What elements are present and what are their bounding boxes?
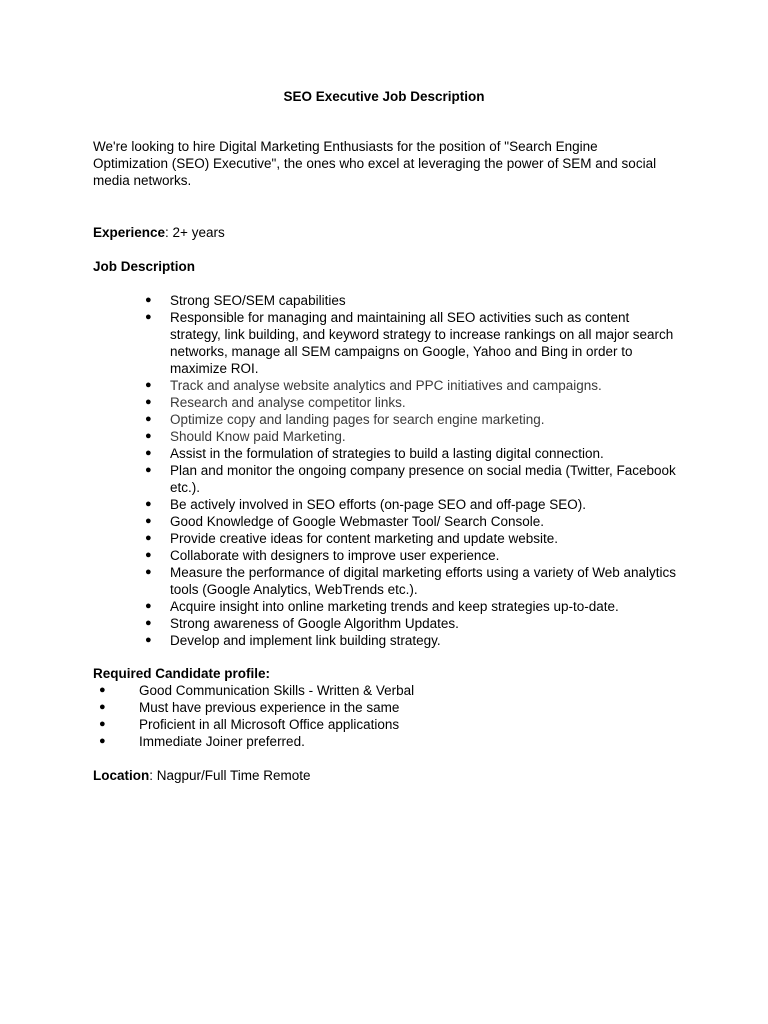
list-item: ● Acquire insight into online marketing trends and keep strategies up-to-date. <box>145 599 619 614</box>
list-item: ● Responsible for managing and maintaining all SEO activities such as content strategy, link building, and keyword strategy to increase rankings on all major search networks, manage all SEM campaigns on Google, Yahoo and Bing in order to maximize ROI. <box>145 310 674 376</box>
list-item: ● Assist in the formulation of strategies to build a lasting digital connection. <box>145 446 604 461</box>
bullet-icon: ● <box>145 566 152 578</box>
experience-line <box>93 224 225 241</box>
bullet-icon: ● <box>99 701 106 713</box>
list-item: ● Good Communication Skills - Written & Verbal <box>99 683 415 698</box>
list-item: ● Track and analyse website analytics and PPC initiatives and campaigns. <box>145 378 602 393</box>
bullet-icon: ● <box>145 379 152 391</box>
list-item: ● Measure the performance of digital marketing efforts using a variety of Web analytics tools (Google Analytics, WebTrends etc.). <box>145 565 676 597</box>
list-item: ● Plan and monitor the ongoing company presence on social media (Twitter, Facebook etc.). <box>145 463 676 495</box>
bullet-icon: ● <box>145 600 152 612</box>
bullet-icon: ● <box>99 735 106 747</box>
location-label: Location <box>93 768 150 783</box>
bullet-icon: ● <box>145 464 152 476</box>
bullet-icon: ● <box>145 532 152 544</box>
list-item: ● Develop and implement link building strategy. <box>145 633 441 648</box>
experience-value: : 2+ years <box>165 225 225 240</box>
required-profile-heading: Required Candidate profile: <box>93 666 271 681</box>
bullet-icon: ● <box>145 515 152 527</box>
bullet-icon: ● <box>145 311 152 323</box>
job-description-heading: Job Description <box>93 259 196 274</box>
bullet-icon: ● <box>99 718 106 730</box>
list-item: ● Strong awareness of Google Algorithm Updates. <box>145 616 459 631</box>
list-item: ● Immediate Joiner preferred. <box>99 734 305 749</box>
list-item: ● Collaborate with designers to improve user experience. <box>145 548 500 563</box>
list-item: ● Research and analyse competitor links. <box>145 395 406 410</box>
bullet-icon: ● <box>145 294 152 306</box>
bullet-icon: ● <box>99 684 106 696</box>
bullet-icon: ● <box>145 396 152 408</box>
job-description-list <box>0 292 768 649</box>
list-item: ● Strong SEO/SEM capabilities <box>145 293 346 308</box>
intro-paragraph: We're looking to hire Digital Marketing Enthusiasts for the position of "Search Engine Optimization (SEO) Executive", the ones who excel at leveraging the power of SEM and social media networks. <box>93 139 657 189</box>
bullet-icon: ● <box>145 498 152 510</box>
experience-label: Experience <box>93 225 166 240</box>
list-item: ● Good Knowledge of Google Webmaster Tool/ Search Console. <box>145 514 544 529</box>
list-item: ● Proficient in all Microsoft Office applications <box>99 717 400 732</box>
bullet-icon: ● <box>145 447 152 459</box>
bullet-icon: ● <box>145 549 152 561</box>
list-item: ● Should Know paid Marketing. <box>145 429 346 444</box>
bullet-icon: ● <box>145 617 152 629</box>
bullet-icon: ● <box>145 634 152 646</box>
list-item: ● Must have previous experience in the same <box>99 700 400 715</box>
bullet-icon: ● <box>145 430 152 442</box>
location-line <box>93 767 311 784</box>
required-profile-list <box>0 682 768 750</box>
list-item: ● Provide creative ideas for content marketing and update website. <box>145 531 558 546</box>
list-item: ● Be actively involved in SEO efforts (on-page SEO and off-page SEO). <box>145 497 586 512</box>
location-value: : Nagpur/Full Time Remote <box>149 768 311 783</box>
list-item: ● Optimize copy and landing pages for search engine marketing. <box>145 412 545 427</box>
bullet-icon: ● <box>145 413 152 425</box>
document-title: SEO Executive Job Description <box>283 89 485 104</box>
